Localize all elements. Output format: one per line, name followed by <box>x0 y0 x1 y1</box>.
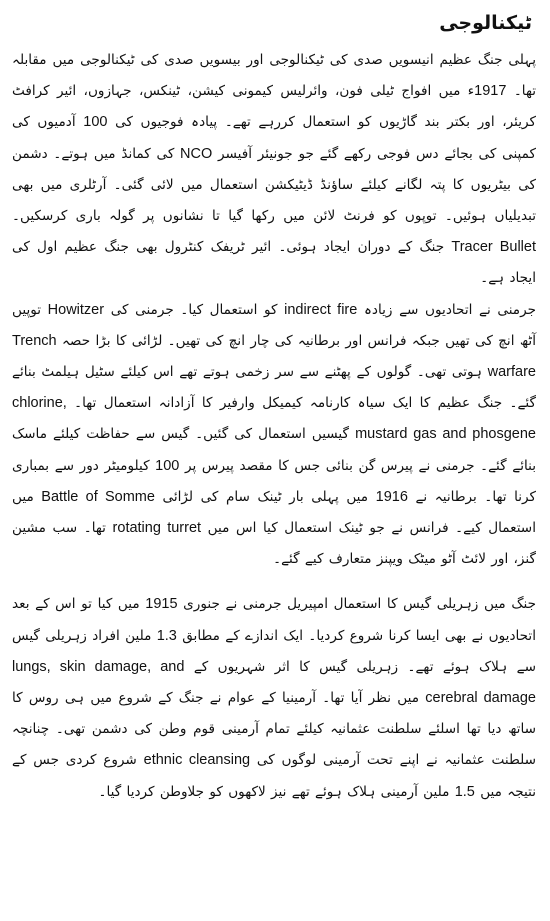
english-term: ethnic cleansing <box>143 752 251 769</box>
urdu-text: ء میں افواج ٹیلی فون، وائرلیس کیمونی کیشن، ٹینکس، جہازوں، ائیر کرافٹ کریئر، اور بکتر بند گاڑیوں کو استعمال کررہے تھے۔ پیادہ فوجیوں کی <box>12 83 536 131</box>
urdu-text: تھا۔ سب مشین گنز، اور لائٹ آٹو میٹک ویپنز متعارف کیے گئے۔ <box>12 520 536 568</box>
urdu-text: میں استعمال کیے۔ فرانس نے جو ٹینک استعمال کیا اس میں <box>12 488 536 537</box>
english-term: indirect fire <box>284 301 358 318</box>
english-term: 1916 <box>375 488 408 505</box>
english-term: chlorine, mustard gas and phosgene <box>12 395 536 443</box>
urdu-text: ملین افراد زہریلی گیس سے ہلاک ہوئے تھے۔ زہریلی گیس کا اثر شہریوں کے <box>12 627 537 675</box>
english-term: Battle of Somme <box>41 488 155 505</box>
english-term: 100 <box>155 457 180 474</box>
english-term: rotating turret <box>112 520 202 537</box>
urdu-text: کی کمانڈ میں ہوتے۔ دشمن کی بیٹریوں کا پتہ لگانے کیلئے ساؤنڈ ڈیٹیکشن استعمال میں لائی گئی۔ آرٹلری میں بھی تبدیلیاں ہوئیں۔ توپوں کو فرنٹ لائن میں رکھا گیا تا نشانوں پر گولہ باری کرسکیں۔ <box>12 145 536 225</box>
english-term: 1.3 <box>156 627 177 644</box>
english-term: Tracer Bullet <box>451 239 536 256</box>
urdu-text: کو استعمال کیا۔ جرمنی کی <box>104 301 285 318</box>
english-term: 100 <box>83 114 108 131</box>
urdu-text: آدمیوں کی کمپنی کی بجائے دس فوجی رکھے گئے جو جونیئر آفیسر <box>12 114 536 162</box>
urdu-text: توپیں آٹھ انچ کی تھیں جبکہ فرانس اور برطانیہ کی چار انچ کی تھیں۔ لڑائی کا بڑا حصہ <box>12 301 536 349</box>
english-term: lungs, skin damage, and cerebral damage <box>12 658 536 707</box>
paragraph-poison-gas <box>12 589 536 807</box>
urdu-text: جنگ کے دوران ایجاد ہوئی۔ ائیر ٹریفک کنٹرول بھی جنگ عظیم اول کی ایجاد ہے۔ <box>12 239 536 287</box>
english-term: NCO <box>180 145 213 162</box>
page-title: ٹیکنالوجی <box>439 12 532 34</box>
urdu-text: شروع کردی جس کے نتیجہ میں <box>12 752 536 800</box>
english-term: 1917 <box>474 83 507 100</box>
urdu-text: ملین آرمینی ہلاک ہوئے تھے نیز لاکھوں کو جلاوطن کردیا گیا۔ <box>98 783 455 800</box>
urdu-text: ہوتی تھی۔ گولوں کے پھٹنے سے سر زخمی ہوتے تھے اس کیلئے سٹیل ہیلمٹ بنائے گئے۔ جنگ عظیم کا ایک سیاہ کارنامہ کیمیکل وارفیر کا آزادانہ استعمال تھا۔ <box>12 364 536 412</box>
english-term: 1.5 <box>454 783 475 800</box>
urdu-text: میں نظر آیا تھا۔ آرمینیا کے عوام نے جنگ کے شروع میں ہی روس کا ساتھ دیا تھا اسلئے سلطنت عثمانیہ کیلئے تمام آرمینی قوم وطن کی دشمن تھی۔ چنانچہ سلطنت عثمانیہ نے اپنے تحت آرمینی لوگوں کی <box>12 690 536 769</box>
paragraph-weapons <box>12 295 536 576</box>
urdu-text: جنگ میں زہریلی گیس کا استعمال امپیریل جرمنی نے جنوری <box>177 596 536 613</box>
english-term: 1915 <box>145 596 178 613</box>
urdu-text: پہلی جنگ عظیم انیسویں صدی کی ٹیکنالوجی اور بیسویں صدی کی ٹیکنالوجی میں مقابلہ تھا۔ <box>12 52 536 100</box>
urdu-text: گیسیں استعمال کی گئیں۔ گیس سے حفاظت کیلئے ماسک بنائے گئے۔ جرمنی نے پیرس گن بنائی جس کا مقصد پیرس پر <box>12 426 536 474</box>
english-term: Howitzer <box>47 301 105 318</box>
paragraph-technology <box>12 45 536 295</box>
urdu-text: کیلومیٹر دور سے بمباری کرنا تھا۔ برطانیہ نے <box>12 457 537 505</box>
english-term: Trench warfare <box>12 332 536 381</box>
urdu-text: میں پہلی بار ٹینک سام کی لڑائی <box>154 488 376 505</box>
urdu-text: میں کیا تو اس کے بعد اتحادیوں نے بھی ایسا کرنا شروع کردیا۔ ایک اندازے کے مطابق <box>12 596 536 644</box>
urdu-text: جرمنی نے اتحادیوں سے زیادہ <box>357 301 536 318</box>
